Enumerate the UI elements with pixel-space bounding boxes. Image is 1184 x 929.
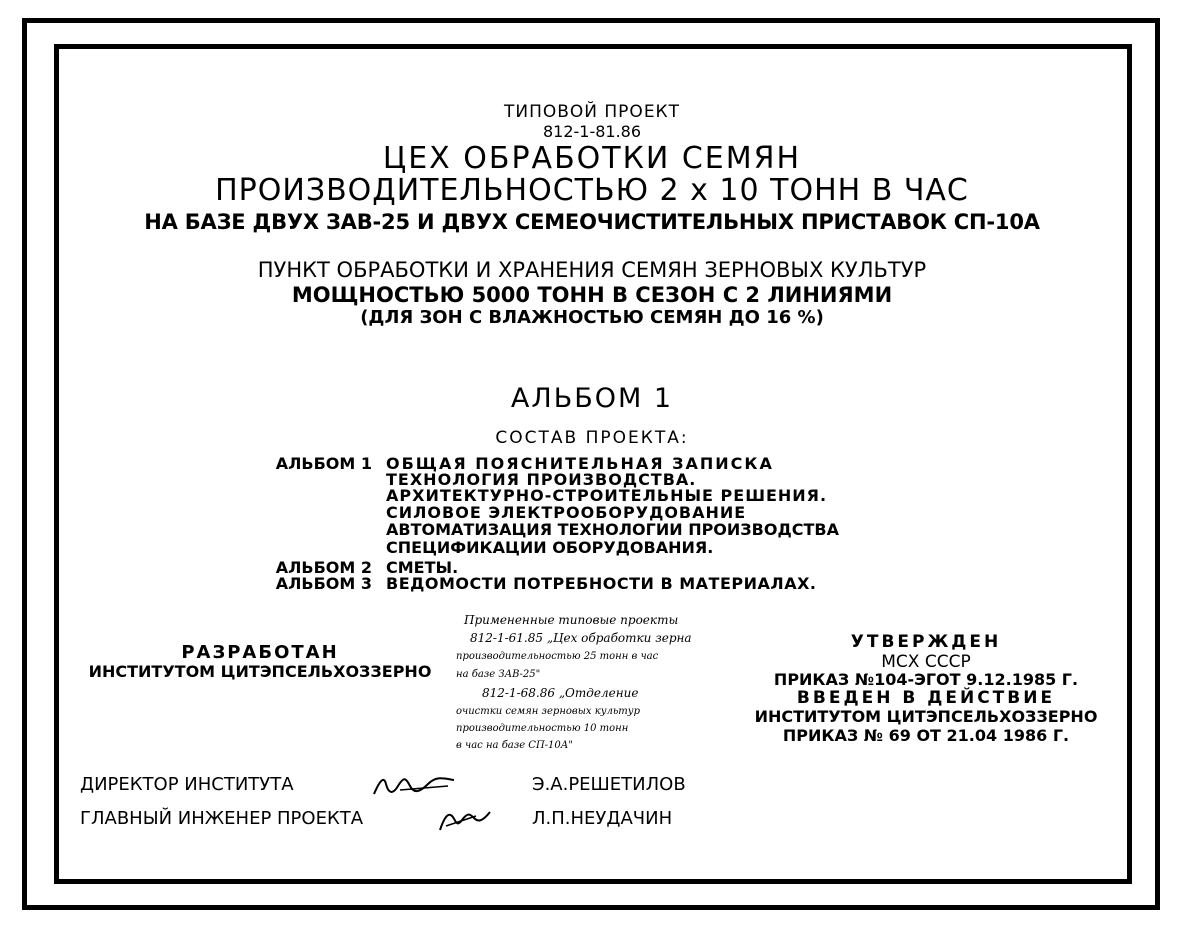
chief-engineer-name: Л.П.НЕУДАЧИН bbox=[532, 808, 673, 829]
approved-line-1: УТВЕРЖДЕН bbox=[850, 632, 1002, 652]
album-1-label: АЛЬБОМ 1 bbox=[275, 454, 372, 473]
applied-line: производительностью 25 тонн в час bbox=[456, 651, 659, 662]
approved-line-6: ПРИКАЗ № 69 ОТ 21.04 1986 Г. bbox=[782, 726, 1070, 745]
approved-line-5: ИНСТИТУТОМ ЦИТЭПСЕЛЬХОЗЗЕРНО bbox=[754, 707, 1098, 726]
developed-line-2: ИНСТИТУТОМ ЦИТЭПСЕЛЬХОЗЗЕРНО bbox=[88, 662, 432, 681]
applied-line: 812-1-68.86 „Отделение bbox=[482, 686, 639, 700]
album-1-item: ТЕХНОЛОГИЯ ПРОИЗВОДСТВА. bbox=[386, 470, 697, 489]
album-3-item: ВЕДОМОСТИ ПОТРЕБНОСТИ В МАТЕРИАЛАХ. bbox=[386, 574, 817, 593]
album-1-item: ОБЩАЯ ПОЯСНИТЕЛЬНАЯ ЗАПИСКА bbox=[386, 454, 774, 473]
project-type: ТИПОВОЙ ПРОЕКТ bbox=[503, 102, 681, 122]
album-title: АЛЬБОМ 1 bbox=[510, 383, 674, 414]
director-role: ДИРЕКТОР ИНСТИТУТА bbox=[80, 774, 294, 795]
title-line-2: ПРОИЗВОДИТЕЛЬНОСТЬЮ 2 х 10 ТОНН В ЧАС bbox=[215, 173, 969, 208]
applied-line: в час на базе СП-10А" bbox=[456, 740, 573, 751]
album-2-item: СМЕТЫ. bbox=[386, 558, 459, 577]
applied-line: производительностью 10 тонн bbox=[456, 723, 629, 734]
subtitle-line-3: (ДЛЯ ЗОН С ВЛАЖНОСТЬЮ СЕМЯН ДО 16 %) bbox=[360, 307, 824, 328]
director-signature bbox=[370, 770, 460, 800]
approved-line-3: ПРИКАЗ №104-ЭГОТ 9.12.1985 Г. bbox=[773, 670, 1079, 689]
album-2-label: АЛЬБОМ 2 bbox=[275, 558, 372, 577]
approved-line-2: МСХ СССР bbox=[881, 652, 971, 672]
album-1-item: АВТОМАТИЗАЦИЯ ТЕХНОЛОГИИ ПРОИЗВОДСТВА bbox=[386, 520, 839, 539]
album-3-label: АЛЬБОМ 3 bbox=[275, 574, 372, 593]
subtitle-line-2: МОЩНОСТЬЮ 5000 ТОНН В СЕЗОН С 2 ЛИНИЯМИ bbox=[291, 283, 893, 307]
album-1-item: СИЛОВОЕ ЭЛЕКТРООБОРУДОВАНИЕ bbox=[386, 503, 747, 522]
title-line-1: ЦЕХ ОБРАБОТКИ СЕМЯН bbox=[382, 141, 802, 176]
album-1-item: АРХИТЕКТУРНО-СТРОИТЕЛЬНЫЕ РЕШЕНИЯ. bbox=[386, 486, 828, 505]
developed-line-1: РАЗРАБОТАН bbox=[181, 642, 339, 663]
director-name: Э.А.РЕШЕТИЛОВ bbox=[532, 774, 686, 795]
applied-line: на базе ЗАВ-25" bbox=[456, 669, 541, 680]
subtitle-line-1: ПУНКТ ОБРАБОТКИ И ХРАНЕНИЯ СЕМЯН ЗЕРНОВЫХ КУЛЬТУР bbox=[257, 258, 927, 282]
applied-heading: Примененные типовые проекты bbox=[464, 613, 679, 627]
chief-engineer-signature bbox=[436, 804, 496, 834]
title-line-3: НА БАЗЕ ДВУХ ЗАВ-25 И ДВУХ СЕМЕОЧИСТИТЕЛЬНЫХ ПРИСТАВОК СП-10А bbox=[144, 210, 1040, 234]
approved-line-4: ВВЕДЕН В ДЕЙСТВИЕ bbox=[796, 688, 1056, 708]
composition-heading: СОСТАВ ПРОЕКТА: bbox=[495, 428, 689, 448]
applied-line: очистки семян зерновых культур bbox=[456, 706, 640, 717]
project-number: 812-1-81.86 bbox=[542, 122, 642, 141]
applied-line: 812-1-61.85 „Цех обработки зерна bbox=[470, 631, 692, 645]
album-1-item: СПЕЦИФИКАЦИИ ОБОРУДОВАНИЯ. bbox=[386, 538, 714, 557]
chief-engineer-role: ГЛАВНЫЙ ИНЖЕНЕР ПРОЕКТА bbox=[80, 808, 364, 829]
